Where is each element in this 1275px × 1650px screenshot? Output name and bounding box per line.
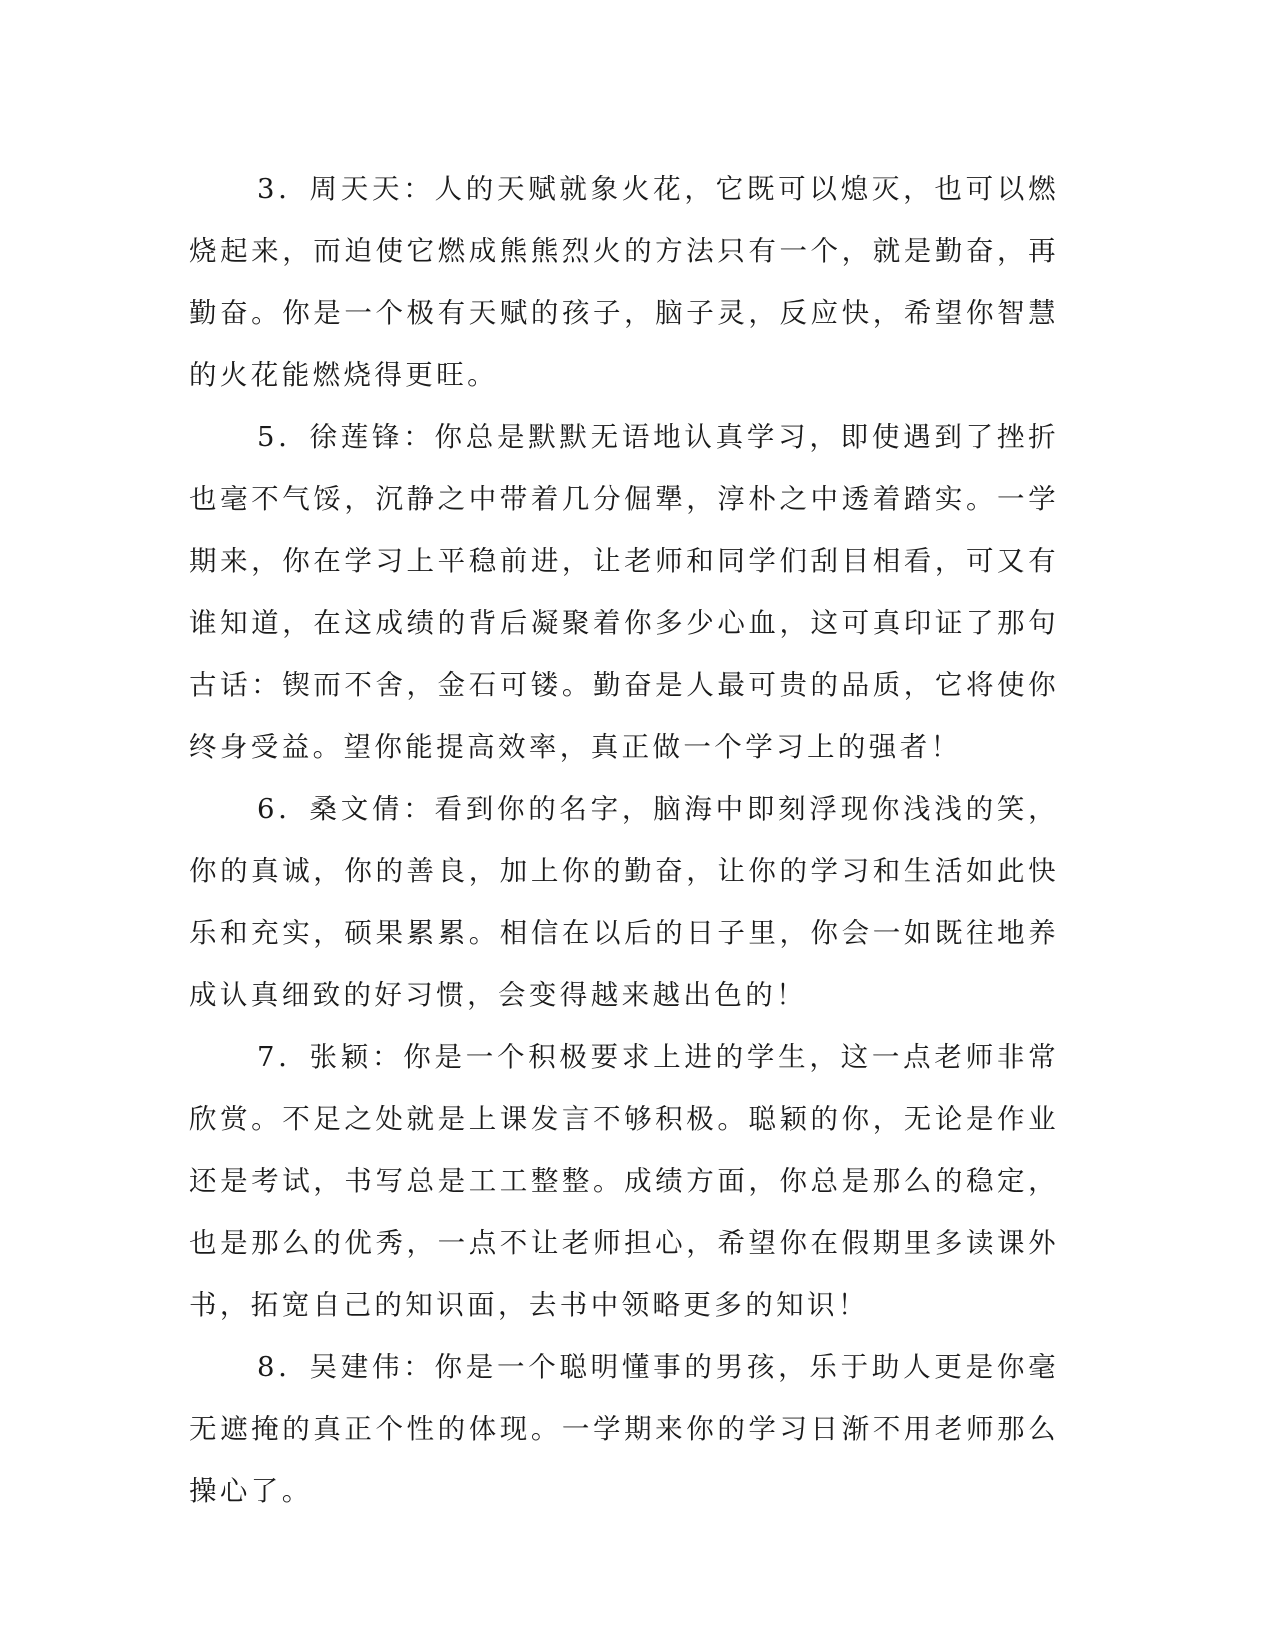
comment-paragraph-3: 3．周天天：人的天赋就象火花，它既可以熄灭，也可以燃烧起来，而迫使它燃成熊熊烈火的方法只有一个，就是勤奋，再勤奋。你是一个极有天赋的孩子，脑子灵，反应快，希望你智慧的火花能燃烧得更旺。 <box>189 173 1059 391</box>
comment-paragraph-5: 5．徐莲锋：你总是默默无语地认真学习，即使遇到了挫折也毫不气馁，沉静之中带着几分倔犟，淳朴之中透着踏实。一学期来，你在学习上平稳前进，让老师和同学们刮目相看，可又有谁知道，在这成绩的背后凝聚着你多少心血，这可真印证了那句古话：锲而不舍，金石可镂。勤奋是人最可贵的品质，它将使你终身受益。望你能提高效率，真正做一个学习上的强者！ <box>189 421 1059 763</box>
comment-paragraph-7: 7．张颖：你是一个积极要求上进的学生，这一点老师非常欣赏。不足之处就是上课发言不够积极。聪颖的你，无论是作业还是考试，书写总是工工整整。成绩方面，你总是那么的稳定，也是那么的优秀，一点不让老师担心，希望你在假期里多读课外书，拓宽自己的知识面，去书中领略更多的知识！ <box>189 1041 1059 1321</box>
document-body <box>189 158 1059 1522</box>
comment-paragraph-8: 8．吴建伟：你是一个聪明懂事的男孩，乐于助人更是你毫无遮掩的真正个性的体现。一学期来你的学习日渐不用老师那么操心了。 <box>189 1351 1059 1507</box>
comment-paragraph-6: 6．桑文倩：看到你的名字，脑海中即刻浮现你浅浅的笑，你的真诚，你的善良，加上你的勤奋，让你的学习和生活如此快乐和充实，硕果累累。相信在以后的日子里，你会一如既往地养成认真细致的好习惯，会变得越来越出色的！ <box>189 793 1059 1011</box>
